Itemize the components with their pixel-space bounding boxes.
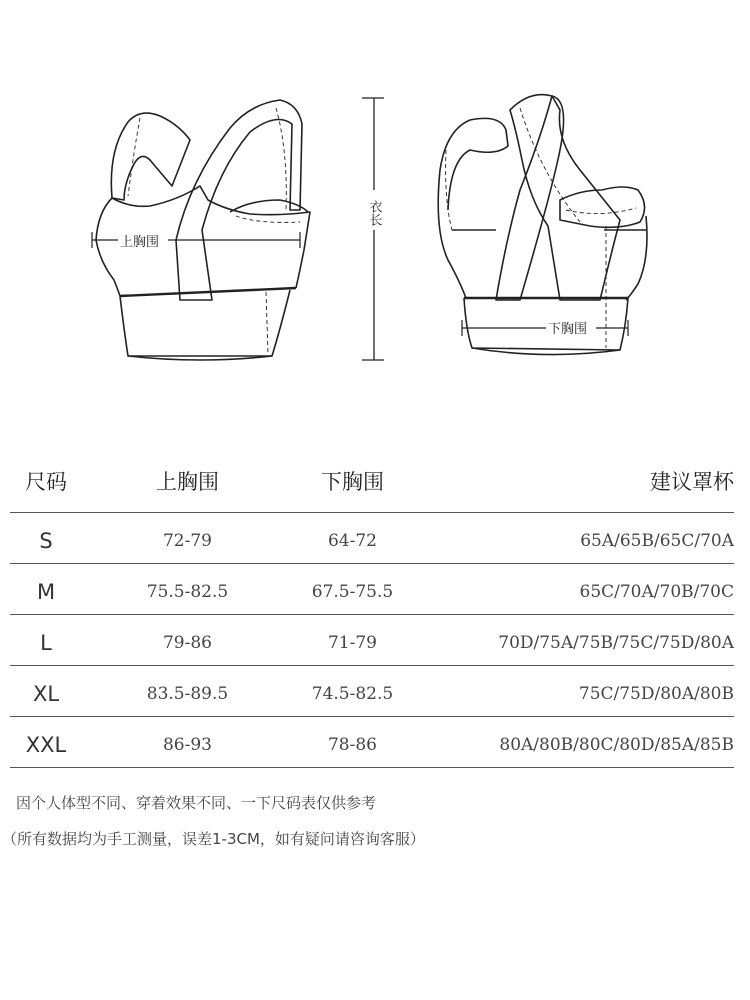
garment-sketch	[0, 0, 750, 400]
cell-under-bust: 71-79	[327, 633, 377, 653]
cell-cup: 75C/75D/80A/80B	[578, 684, 734, 704]
cell-upper-bust: 72-79	[162, 531, 212, 551]
size-chart-table	[10, 450, 734, 768]
cell-upper-bust: 86-93	[162, 735, 212, 755]
length-marker	[362, 98, 384, 360]
header-upper-bust: 上胸围	[156, 470, 219, 494]
cell-upper-bust: 75.5-82.5	[146, 582, 229, 602]
table-row	[10, 717, 734, 768]
length-label: 衣长	[366, 200, 382, 226]
cell-cup: 65C/70A/70B/70C	[579, 582, 734, 602]
cell-size: S	[39, 529, 53, 553]
cell-under-bust: 67.5-75.5	[311, 582, 394, 602]
under-bust-marker	[462, 320, 628, 336]
disclaimer-note: 因个人体型不同、穿着效果不同、一下尺码表仅供参考	[16, 794, 377, 812]
back-view-drawing	[438, 95, 647, 355]
cell-under-bust: 74.5-82.5	[311, 684, 394, 704]
cell-size: XL	[32, 682, 60, 706]
cell-under-bust: 78-86	[327, 735, 377, 755]
cell-upper-bust: 83.5-89.5	[146, 684, 229, 704]
cell-cup: 70D/75A/75B/75C/75D/80A	[498, 633, 734, 653]
cell-size: M	[36, 580, 56, 604]
table-header-row	[10, 450, 734, 513]
cell-cup: 65A/65B/65C/70A	[580, 531, 734, 551]
front-view-drawing	[96, 100, 310, 360]
cell-size: L	[40, 631, 52, 655]
header-size: 尺码	[25, 470, 67, 494]
cell-under-bust: 64-72	[327, 531, 377, 551]
under-bust-label: 下胸围	[548, 322, 588, 337]
measurement-note: （所有数据均为手工测量，误差1-3CM，如有疑问请咨询客服）	[2, 830, 425, 848]
table-row	[10, 513, 734, 564]
table-row	[10, 666, 734, 717]
cell-cup: 80A/80B/80C/80D/85A/85B	[499, 735, 734, 755]
upper-bust-label: 上胸围	[120, 235, 160, 250]
cell-upper-bust: 79-86	[162, 633, 212, 653]
cell-size: XXL	[25, 733, 67, 757]
table-row	[10, 564, 734, 615]
table-row	[10, 615, 734, 666]
header-under-bust: 下胸围	[321, 470, 384, 494]
header-cup: 建议罩杯	[650, 470, 734, 494]
garment-diagram	[0, 0, 750, 400]
